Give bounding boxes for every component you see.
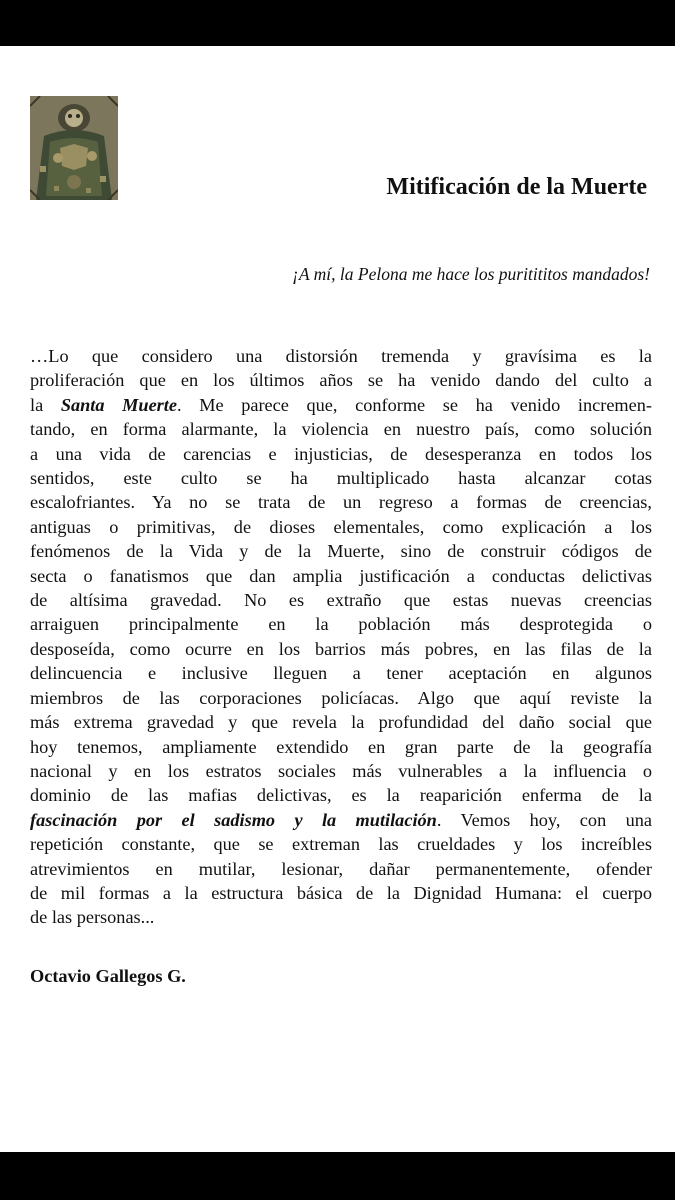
body-line bbox=[30, 808, 652, 832]
body-line bbox=[30, 637, 652, 661]
body-line bbox=[30, 612, 652, 636]
body-text-run: . Me parece que, conforme se ha venido incremen- bbox=[177, 394, 652, 415]
body-text-run: miembros de las corporaciones policíacas. Algo que aquí reviste la bbox=[30, 687, 652, 708]
top-letterbox-bar bbox=[0, 0, 675, 46]
body-line bbox=[30, 466, 652, 490]
body-line bbox=[30, 490, 652, 514]
body-line bbox=[30, 515, 652, 539]
body-text-run: nacional y en los estratos sociales más vulnerables a la influencia o bbox=[30, 760, 652, 781]
article-body bbox=[30, 344, 652, 930]
body-text-run: secta o fanatismos que dan amplia justificación a conductas delictivas bbox=[30, 565, 652, 586]
body-text-run: proliferación que en los últimos años se ha venido dando del culto a bbox=[30, 370, 652, 391]
body-text-run: …Lo que considero una distorsión tremenda y gravísima es la bbox=[30, 346, 652, 366]
body-text-run: sentidos, este culto se ha multiplicado hasta alcanzar cotas bbox=[30, 468, 652, 489]
body-text-run: de altísima gravedad. No es extraño que estas nuevas creencias bbox=[30, 590, 652, 611]
body-line bbox=[30, 735, 652, 759]
body-line bbox=[30, 710, 652, 734]
body-line bbox=[30, 832, 652, 856]
body-text-run: más extrema gravedad y que revela la profundidad del daño social que bbox=[30, 712, 652, 733]
body-text-run: de las personas... bbox=[30, 907, 155, 928]
epigraph-quote: ¡A mí, la Pelona me hace los puritititos mandados! bbox=[292, 264, 650, 284]
emphasis-text: Santa Muerte bbox=[60, 394, 177, 415]
body-text-run: desposeída, como ocurre en los barrios más pobres, en las filas de la bbox=[30, 638, 652, 659]
body-text-run: a una vida de carencias e injusticias, de desesperanza en todos los bbox=[30, 443, 652, 464]
body-text-run: repetición constante, que se extreman las crueldades y los increíbles bbox=[30, 834, 652, 855]
body-line bbox=[30, 442, 652, 466]
body-text-run: de mil formas a la estructura básica de la Dignidad Humana: el cuerpo bbox=[30, 882, 652, 903]
body-line bbox=[30, 857, 652, 881]
author-signature: Octavio Gallegos G. bbox=[30, 966, 186, 986]
body-line bbox=[30, 368, 652, 392]
body-line bbox=[30, 344, 652, 368]
body-line bbox=[30, 417, 652, 441]
body-text-run: arraiguen principalmente en la población más desprotegida o bbox=[30, 614, 652, 635]
body-text-run: escalofriantes. Ya no se trata de un regreso a formas de creencias, bbox=[30, 492, 652, 513]
body-line bbox=[30, 905, 652, 929]
body-text-run: delincuencia e inclusive lleguen a tener aceptación en algunos bbox=[30, 663, 652, 684]
body-text-run: hoy tenemos, ampliamente extendido en gran parte de la geografía bbox=[30, 736, 652, 757]
bottom-letterbox-bar bbox=[0, 1152, 675, 1200]
emphasis-text: fascinación por el sadismo y la mutilación bbox=[30, 809, 437, 830]
body-line bbox=[30, 759, 652, 783]
body-line bbox=[30, 661, 652, 685]
body-text-run: tando, en forma alarmante, la violencia en nuestro país, como solución bbox=[30, 419, 652, 440]
body-text-run: la bbox=[30, 394, 61, 415]
body-line bbox=[30, 564, 652, 588]
article-title: Mitificación de la Muerte bbox=[386, 174, 647, 200]
body-line bbox=[30, 539, 652, 563]
body-text-run: fenómenos de la Vida y de la Muerte, sino de construir códigos de bbox=[30, 541, 652, 562]
body-text-run: antiguas o primitivas, de dioses elementales, como explicación a los bbox=[30, 516, 652, 537]
body-line bbox=[30, 783, 652, 807]
body-text-run: atrevimientos en mutilar, lesionar, dañar permanentemente, ofender bbox=[30, 858, 652, 879]
body-line bbox=[30, 686, 652, 710]
body-text-run: . Vemos hoy, con una bbox=[436, 809, 652, 830]
santa-muerte-image bbox=[30, 96, 118, 200]
body-line bbox=[30, 881, 652, 905]
body-line bbox=[30, 393, 652, 417]
body-text-run: dominio de las mafias delictivas, es la reaparición enferma de la bbox=[30, 785, 652, 806]
body-line bbox=[30, 588, 652, 612]
